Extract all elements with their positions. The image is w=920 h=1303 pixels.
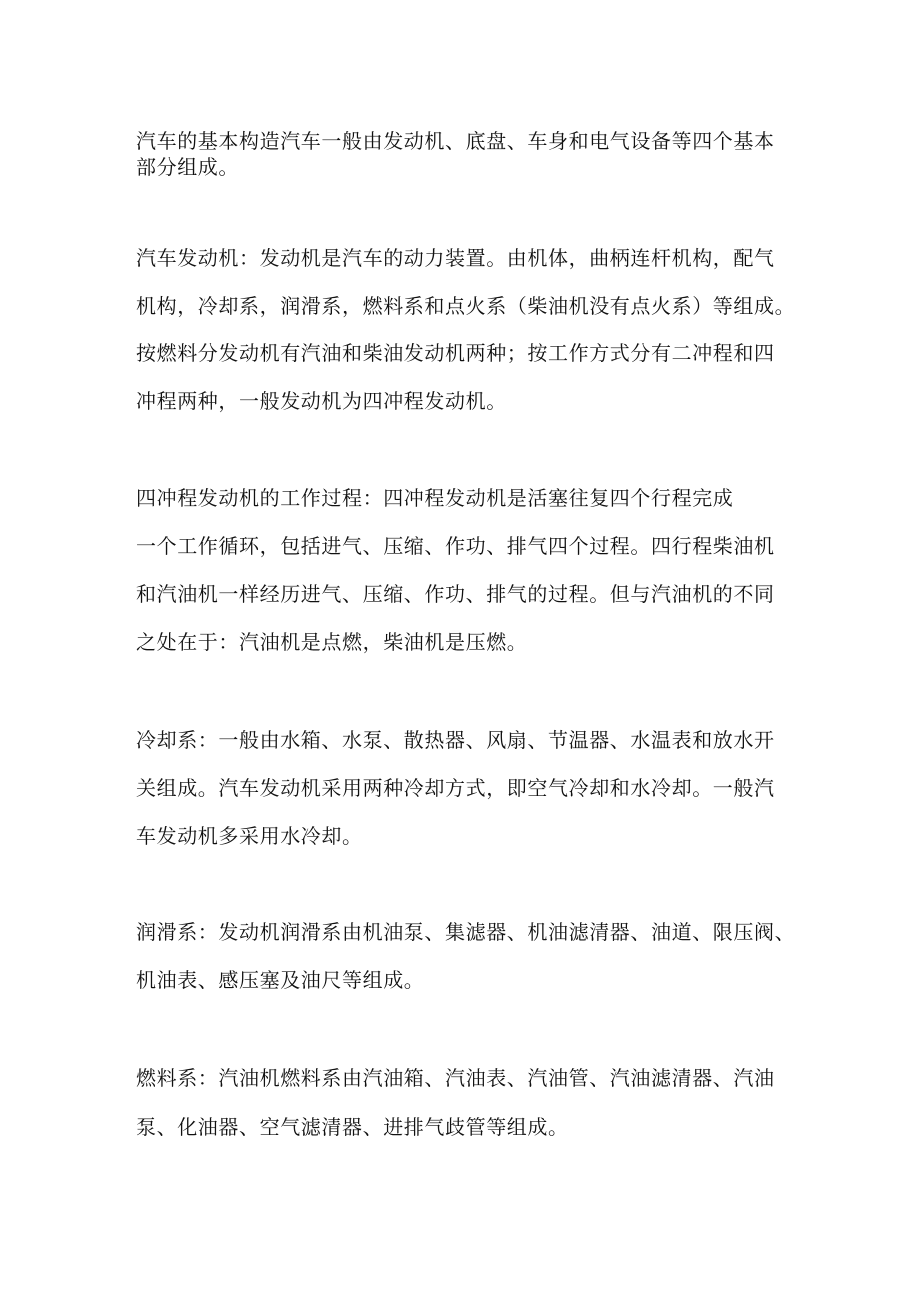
text-line: 关组成。汽车发动机采用两种冷却方式，即空气冷却和水冷却。一般汽 xyxy=(136,776,775,800)
text-line: 汽车的基本构造汽车一般由发动机、底盘、车身和电气设备等四个基本 xyxy=(136,129,775,153)
text-line: 和汽油机一样经历进气、压缩、作功、排气的过程。但与汽油机的不同 xyxy=(136,582,775,606)
text-line: 冲程两种，一般发动机为四冲程发动机。 xyxy=(136,389,507,413)
text-line: 燃料系：汽油机燃料系由汽油箱、汽油表、汽油管、汽油滤清器、汽油 xyxy=(136,1066,775,1090)
text-line: 冷却系：一般由水箱、水泵、散热器、风扇、节温器、水温表和放水开 xyxy=(136,728,775,752)
text-line: 一个工作循环，包括进气、压缩、作功、排气四个过程。四行程柴油机 xyxy=(136,534,775,558)
text-line: 之处在于：汽油机是点燃，柴油机是压燃。 xyxy=(136,630,528,654)
text-line: 机构，冷却系，润滑系，燃料系和点火系（柴油机没有点火系）等组成。 xyxy=(136,294,796,318)
text-line: 按燃料分发动机有汽油和柴油发动机两种；按工作方式分有二冲程和四 xyxy=(136,341,775,365)
text-line: 车发动机多采用水冷却。 xyxy=(136,824,363,848)
text-line: 机油表、感压塞及油尺等组成。 xyxy=(136,968,425,992)
text-line: 润滑系：发动机润滑系由机油泵、集滤器、机油滤清器、油道、限压阀、 xyxy=(136,920,796,944)
text-line: 四冲程发动机的工作过程：四冲程发动机是活塞往复四个行程完成 xyxy=(136,486,734,510)
text-line: 汽车发动机：发动机是汽车的动力装置。由机体，曲柄连杆机构，配气 xyxy=(136,246,775,270)
text-line: 泵、化油器、空气滤清器、进排气歧管等组成。 xyxy=(136,1115,569,1139)
text-line: 部分组成。 xyxy=(136,155,239,179)
